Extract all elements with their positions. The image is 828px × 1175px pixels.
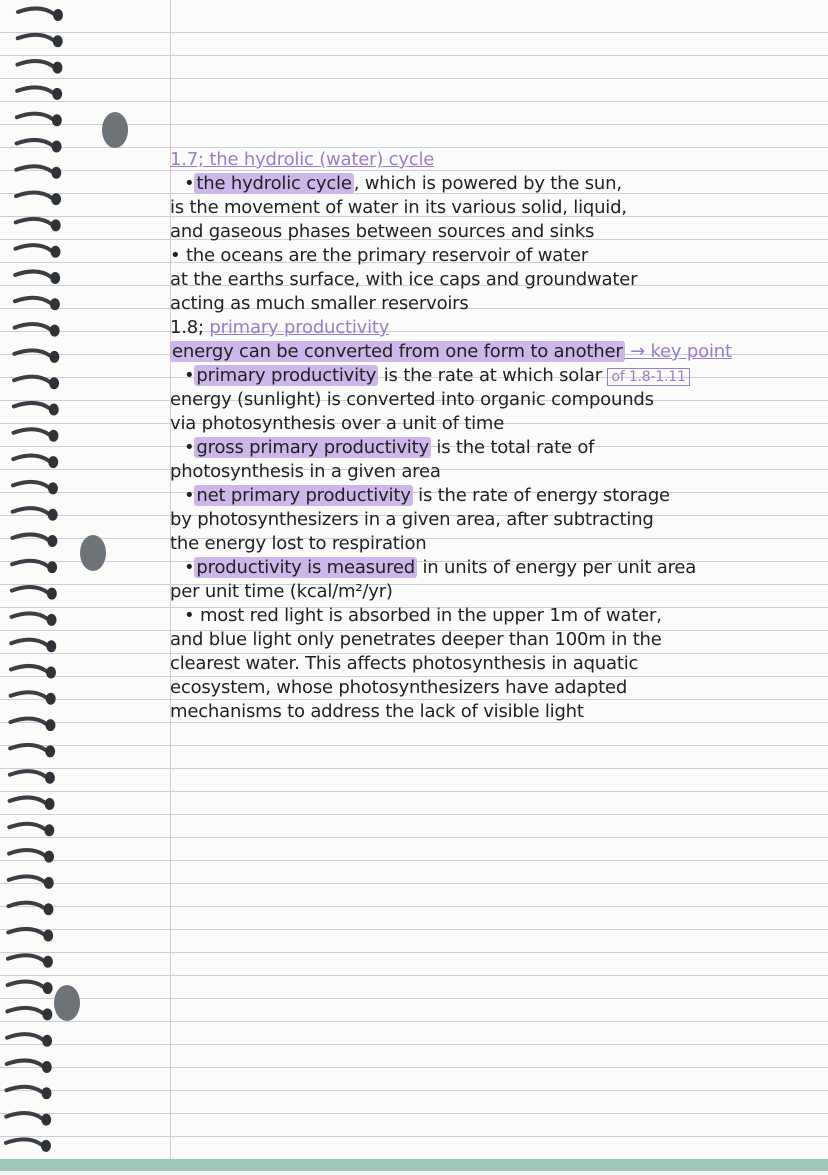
note-text: ecosystem, whose photosynthesizers have adapted xyxy=(170,677,628,698)
highlighted-term: primary productivity xyxy=(196,365,377,386)
note-line xyxy=(170,148,800,172)
spiral-coil xyxy=(17,87,53,93)
note-text: • most red light is absorbed in the upper 1m of water, xyxy=(184,605,662,626)
note-text: , which is powered by the sun, xyxy=(353,173,622,194)
spiral-punch-hole xyxy=(48,482,58,494)
spiral-coil xyxy=(9,876,45,882)
highlighted-term: energy can be converted from one form to another xyxy=(172,341,623,362)
spiral-coil xyxy=(16,193,52,199)
spiral-punch-hole xyxy=(51,167,61,179)
section-heading: primary productivity xyxy=(209,317,390,338)
note-line xyxy=(170,172,800,196)
spiral-coil xyxy=(10,771,46,777)
spiral-punch-hole xyxy=(44,824,54,836)
note-line xyxy=(170,316,800,340)
note-text: • xyxy=(184,437,195,458)
spiral-punch-hole xyxy=(45,772,55,784)
spiral-coil xyxy=(14,350,50,356)
spiral-punch-hole xyxy=(50,325,60,337)
spiral-coil xyxy=(8,955,44,961)
spiral-punch-hole xyxy=(52,114,62,126)
note-text: photosynthesis in a given area xyxy=(170,461,441,482)
spiral-coil xyxy=(18,8,54,14)
spiral-coil xyxy=(8,903,44,909)
spiral-punch-hole xyxy=(44,851,54,863)
note-line xyxy=(170,340,800,364)
spiral-coil xyxy=(17,61,53,67)
note-text: • xyxy=(184,485,195,506)
note-line xyxy=(170,628,800,652)
spiral-coil xyxy=(14,377,50,383)
spiral-coil xyxy=(18,35,54,41)
note-text: is the movement of water in its various solid, liquid, xyxy=(170,197,627,218)
binder-hole-bottom xyxy=(54,985,80,1021)
spiral-punch-hole xyxy=(47,535,57,547)
highlighted-term: the hydrolic cycle xyxy=(196,173,352,194)
spiral-coil xyxy=(8,982,44,988)
binder-hole-middle xyxy=(80,535,106,571)
note-line xyxy=(170,388,800,412)
note-line xyxy=(170,196,800,220)
spiral-punch-hole xyxy=(49,377,59,389)
note-text: clearest water. This affects photosynthesis in aquatic xyxy=(170,653,639,674)
note-line xyxy=(170,676,800,700)
spiral-coil xyxy=(17,114,53,120)
spiral-punch-hole xyxy=(41,1114,51,1126)
spiral-coil xyxy=(15,245,51,251)
highlighted-term: productivity is measured xyxy=(196,557,415,578)
note-text: the energy lost to respiration xyxy=(170,533,427,554)
spiral-coil xyxy=(11,666,47,672)
spiral-punch-hole xyxy=(46,693,56,705)
note-text: energy (sunlight) is converted into organic compounds xyxy=(170,389,654,410)
section-heading: → key point xyxy=(624,341,732,362)
spiral-punch-hole xyxy=(51,193,61,205)
spiral-coil xyxy=(15,324,51,330)
spiral-punch-hole xyxy=(43,903,53,915)
spiral-coil xyxy=(13,508,49,514)
spiral-coil xyxy=(14,403,50,409)
spiral-coil xyxy=(14,429,50,435)
note-text: acting as much smaller reservoirs xyxy=(170,293,469,314)
note-text: 1.8; xyxy=(170,317,210,338)
spiral-punch-hole xyxy=(49,430,59,442)
spiral-punch-hole xyxy=(47,561,57,573)
spiral-punch-hole xyxy=(44,877,54,889)
spiral-punch-hole xyxy=(45,719,55,731)
spiral-punch-hole xyxy=(47,614,57,626)
spiral-coil xyxy=(11,640,47,646)
spiral-punch-hole xyxy=(50,298,60,310)
section-heading: 1.7; xyxy=(170,149,210,170)
note-line xyxy=(170,244,800,268)
note-line xyxy=(170,412,800,436)
note-text: • the oceans are the primary reservoir of water xyxy=(170,245,589,266)
note-text: at the earths surface, with ice caps and groundwater xyxy=(170,269,638,290)
handwritten-notes xyxy=(170,148,800,724)
spiral-punch-hole xyxy=(48,509,58,521)
spiral-coil xyxy=(6,1139,42,1145)
note-line xyxy=(170,292,800,316)
spiral-coil xyxy=(6,1113,42,1119)
spiral-coil xyxy=(15,271,51,277)
spiral-punch-hole xyxy=(43,956,53,968)
spiral-punch-hole xyxy=(41,1140,51,1152)
spiral-coil xyxy=(12,587,48,593)
spiral-coil xyxy=(7,1087,43,1093)
spiral-coil xyxy=(12,561,48,567)
spiral-coil xyxy=(17,140,53,146)
spiral-coil xyxy=(10,797,46,803)
note-text: • xyxy=(184,173,195,194)
spiral-punch-hole xyxy=(42,1035,52,1047)
highlighted-term: gross primary productivity xyxy=(196,437,429,458)
spiral-punch-hole xyxy=(46,640,56,652)
spiral-punch-hole xyxy=(42,1061,52,1073)
note-text: is the rate of energy storage xyxy=(412,485,670,506)
spiral-punch-hole xyxy=(43,982,53,994)
spiral-coil xyxy=(13,482,49,488)
note-line xyxy=(170,532,800,556)
spiral-coil xyxy=(9,824,45,830)
note-text: mechanisms to address the lack of visible light xyxy=(170,701,584,722)
spiral-coil xyxy=(9,850,45,856)
spiral-punch-hole xyxy=(45,798,55,810)
spiral-punch-hole xyxy=(49,404,59,416)
spiral-coil xyxy=(16,166,52,172)
spiral-punch-hole xyxy=(45,745,55,757)
spiral-punch-hole xyxy=(42,1008,52,1020)
spiral-punch-hole xyxy=(43,930,53,942)
note-text: and gaseous phases between sources and sinks xyxy=(170,221,595,242)
note-line xyxy=(170,700,800,724)
spiral-punch-hole xyxy=(53,9,63,21)
spiral-punch-hole xyxy=(46,667,56,679)
spiral-coil xyxy=(10,745,46,751)
spiral-coil xyxy=(7,1060,43,1066)
note-line xyxy=(170,556,800,580)
spiral-punch-hole xyxy=(49,351,59,363)
note-text: and blue light only penetrates deeper than 100m in the xyxy=(170,629,662,650)
spiral-punch-hole xyxy=(51,219,61,231)
spiral-coil xyxy=(12,534,48,540)
note-text: • xyxy=(184,557,195,578)
highlighted-term: net primary productivity xyxy=(196,485,411,506)
spiral-coil xyxy=(15,298,51,304)
spiral-coil xyxy=(7,1008,43,1014)
note-line xyxy=(170,508,800,532)
note-line xyxy=(170,436,800,460)
spiral-coil xyxy=(7,1034,43,1040)
binder-hole-top xyxy=(102,112,128,148)
note-line xyxy=(170,268,800,292)
spiral-punch-hole xyxy=(48,456,58,468)
spiral-coil xyxy=(13,456,49,462)
spiral-punch-hole xyxy=(52,62,62,74)
spiral-punch-hole xyxy=(42,1087,52,1099)
note-line xyxy=(170,604,800,628)
page-bottom-edge xyxy=(0,1159,828,1171)
spiral-punch-hole xyxy=(53,35,63,47)
note-line xyxy=(170,484,800,508)
note-text: is the total rate of xyxy=(430,437,595,458)
note-text: by photosynthesizers in a given area, after subtracting xyxy=(170,509,654,530)
note-text: • xyxy=(184,365,195,386)
note-text: per unit time (kcal/m²/yr) xyxy=(170,581,393,602)
spiral-punch-hole xyxy=(50,272,60,284)
spiral-punch-hole xyxy=(52,88,62,100)
spiral-punch-hole xyxy=(47,588,57,600)
key-point-box: of 1.8-1.11 xyxy=(607,368,689,386)
note-line xyxy=(170,364,800,388)
note-text: in units of energy per unit area xyxy=(416,557,697,578)
section-heading: the hydrolic (water) cycle xyxy=(209,149,435,170)
note-text: is the rate at which solar xyxy=(378,365,608,386)
spiral-punch-hole xyxy=(52,141,62,153)
spiral-coil xyxy=(10,719,46,725)
spiral-coil xyxy=(16,219,52,225)
spiral-coil xyxy=(12,613,48,619)
spiral-coil xyxy=(11,692,47,698)
note-line xyxy=(170,220,800,244)
note-line xyxy=(170,460,800,484)
note-text: via photosynthesis over a unit of time xyxy=(170,413,505,434)
note-line xyxy=(170,580,800,604)
spiral-punch-hole xyxy=(50,246,60,258)
spiral-coil xyxy=(8,929,44,935)
note-line xyxy=(170,652,800,676)
